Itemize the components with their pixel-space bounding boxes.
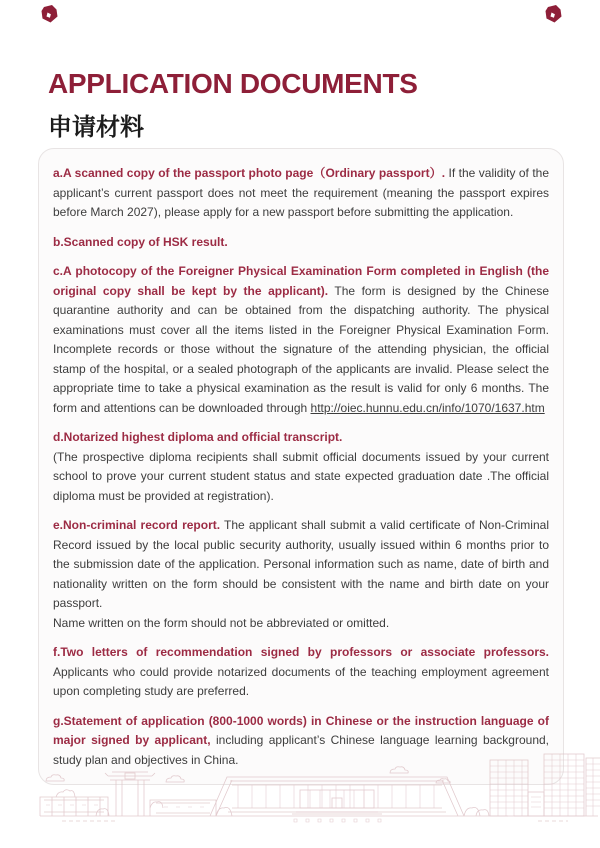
document-item-d: [53, 428, 549, 506]
item-body-text: Name written on the form should not be abbreviated or omitted.: [53, 615, 390, 630]
document-link[interactable]: http://oiec.hunnu.edu.cn/info/1070/1637.htm: [310, 400, 545, 415]
document-item-f: [53, 643, 549, 702]
document-item-a: [53, 164, 549, 223]
header: [48, 68, 418, 142]
documents-list: [53, 164, 549, 770]
item-lead-text: b.Scanned copy of HSK result.: [53, 234, 228, 249]
item-body-text: (The prospective diploma recipients shall submit official documents issued by your current school to prove your current student status and state expected graduation date .The official diploma must be provided at registration).: [53, 449, 549, 503]
documents-panel: [38, 148, 564, 785]
document-item-c: [53, 262, 549, 418]
corner-ornament-icon: [41, 5, 58, 23]
page-subtitle: 申请材料: [48, 114, 144, 141]
item-body-text: The form is designed by the Chinese quarantine authority and can be obtained from the dispatching authority. The physical examinations must cover all the items listed in the Foreigner Physical Examination Form. Incomplete records or those without the signature of the attending physician, the official stamp of the hospital, or a sealed photograph of the applicants are invalid. Please select the appropriate time to take a physical examination as the result is valid for only 6 months. The form and attentions can be downloaded through: [53, 283, 549, 415]
item-body-text: including applicant’s Chinese language learning background, study plan and objectives in China.: [53, 733, 549, 767]
campus-illustration: [38, 750, 600, 828]
item-lead-text: g.Statement of application (800-1000 words) in Chinese or the instruction language of major signed by applicant,: [53, 713, 549, 747]
item-lead-text: c.A photocopy of the Foreigner Physical Examination Form completed in English (the original copy shall be kept by the applicant).: [53, 264, 549, 298]
page-title: APPLICATION DOCUMENTS: [48, 68, 418, 99]
item-body-text: The applicant shall submit a valid certificate of Non-Criminal Record issued by the local public security authority, usually issued within 6 months prior to the submission date of the application. Personal information such as name, date of birth and nationality written on the form should be consistent with the name and birth date on your passport.: [53, 518, 549, 610]
item-lead-text: e.Non-criminal record report.: [53, 518, 221, 532]
corner-ornament-icon: [545, 5, 562, 23]
item-body-text: Applicants who could provide notarized documents of the teaching employment agreement upon completing study are preferred.: [53, 664, 549, 698]
document-item-b: [53, 233, 549, 253]
document-item-e: [53, 516, 549, 633]
item-lead-text: d.Notarized highest diploma and official transcript.: [53, 430, 343, 444]
item-body-text: If the validity of the applicant’s current passport does not meet the requirement (meaning the passport expires before March 2027), please apply for a new passport before submitting the application.: [53, 166, 550, 219]
item-lead-text: f.Two letters of recommendation signed by professors or associate professors.: [53, 645, 549, 659]
item-lead-text: a.A scanned copy of the passport photo page（Ordinary passport）.: [53, 166, 446, 180]
